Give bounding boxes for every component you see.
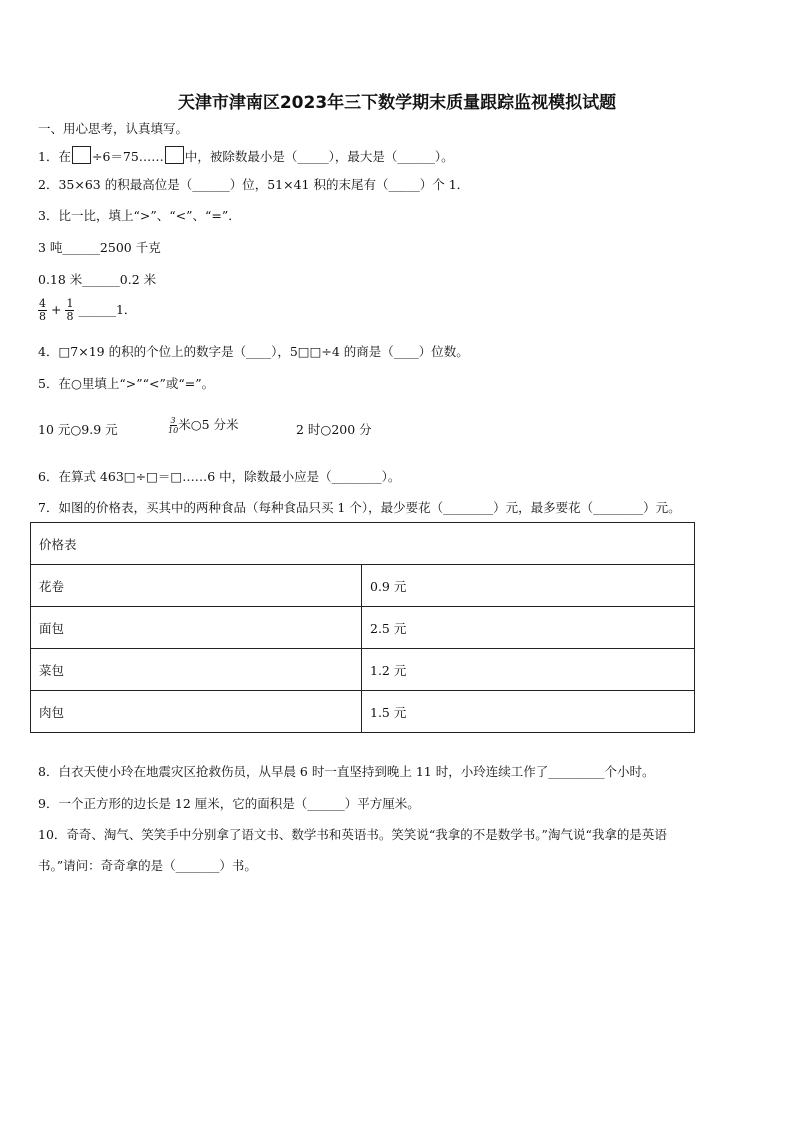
table-row	[31, 691, 695, 733]
q1-text-c: 中，被除数最小是（_____），最大是（______）。	[184, 149, 454, 164]
q3c-rest: ______1．	[78, 302, 137, 317]
question-6: 6．在算式 463□÷□＝□……6 中，除数最小应是（________）。	[38, 469, 401, 484]
table-row	[31, 565, 695, 607]
answer-box[interactable]	[72, 146, 91, 164]
question-10-line-2: 书。”请问：奇奇拿的是（_______）书。	[38, 858, 257, 873]
table-header: 价格表	[31, 523, 695, 565]
page-title: 天津市津南区2023年三下数学期末质量跟踪监视模拟试题	[177, 93, 617, 113]
item-price: 1.5 元	[362, 691, 695, 733]
question-3-item-a: 3 吨______2500 千克	[38, 240, 161, 255]
plus-sign: +	[50, 302, 62, 317]
question-8: 8．白衣天使小玲在地震灾区抢救伤员，从早晨 6 时一直坚持到晚上 11 时，小玲连续工作了_________个小时。	[38, 764, 655, 779]
question-9: 9．一个正方形的边长是 12 厘米，它的面积是（______）平方厘米。	[38, 796, 420, 811]
question-1	[38, 146, 454, 166]
question-5-item-b	[168, 416, 239, 435]
q1-number: 1．	[38, 149, 59, 164]
question-2: 2．35×63 的积最高位是（______）位，51×41 积的末尾有（_____）个 1．	[38, 177, 470, 192]
table-row	[31, 649, 695, 691]
item-price: 1.2 元	[362, 649, 695, 691]
q1-text-a: 在	[58, 149, 71, 164]
q5b-rest: 米○5 分米	[178, 417, 239, 432]
q1-text-b: ÷6＝75……	[91, 149, 164, 164]
fraction: $\frac{1}{8}$	[66, 297, 74, 323]
question-7: 7．如图的价格表，买其中的两种食品（每种食品只买 1 个），最少要花（________）元，最多要花（________）元。	[38, 500, 681, 515]
question-3-item-b: 0.18 米______0.2 米	[38, 272, 157, 287]
price-table	[30, 522, 695, 733]
question-3: 3．比一比，填上“>”、“<”、“=”．	[38, 208, 241, 223]
question-5-item-a: 10 元○9.9 元	[38, 422, 118, 437]
question-5: 5．在○里填上“>”“<”或“=”。	[38, 376, 215, 391]
item-name: 菜包	[31, 649, 362, 691]
item-name: 花卷	[31, 565, 362, 607]
answer-box[interactable]	[165, 146, 184, 164]
question-5-item-c: 2 时○200 分	[296, 422, 372, 437]
fraction: $\frac{3}{10}$	[168, 416, 179, 435]
item-name: 肉包	[31, 691, 362, 733]
fraction: $\frac{4}{8}$	[39, 297, 46, 323]
table-header-row	[31, 523, 695, 565]
table-row	[31, 607, 695, 649]
question-10-line-1: 10．奇奇、淘气、笑笑手中分别拿了语文书、数学书和英语书。笑笑说“我拿的不是数学书。”淘气说“我拿的是英语	[38, 827, 667, 842]
question-4: 4．□7×19 的积的个位上的数字是（____），5□□÷4 的商是（____）位数。	[38, 344, 469, 359]
item-price: 2.5 元	[362, 607, 695, 649]
question-3-item-c	[38, 298, 136, 323]
item-name: 面包	[31, 607, 362, 649]
item-price: 0.9 元	[362, 565, 695, 607]
section-heading: 一、用心思考，认真填写。	[38, 121, 189, 136]
